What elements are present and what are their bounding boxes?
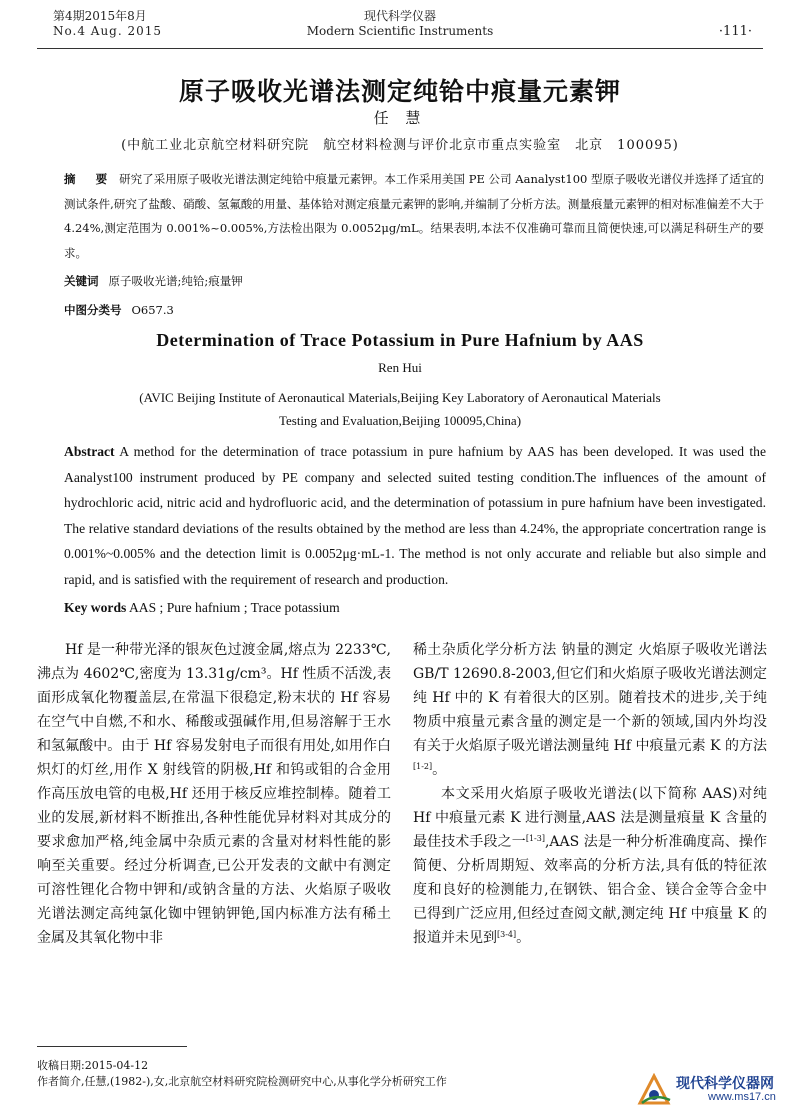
keywords-cn-text: 原子吸收光谱;纯铪;痕量钾 xyxy=(108,274,243,288)
journal-en: Modern Scientific Instruments xyxy=(306,24,494,38)
abstract-en xyxy=(64,439,766,592)
paper-title-en: Determination of Trace Potassium in Pure Hafnium by AAS xyxy=(156,330,644,350)
paper-title-cn: 原子吸收光谱法测定纯铪中痕量元素钾 xyxy=(178,77,621,106)
body-paragraph xyxy=(413,782,767,950)
header-rule xyxy=(37,48,763,49)
journal-cn: 现代科学仪器 xyxy=(363,9,436,23)
body-column-right xyxy=(413,638,767,950)
abstract-cn xyxy=(64,167,764,265)
author-bio: 作者简介,任慧,(1982-),女,北京航空材料研究院检测研究中心,从事化学分析研究工作 xyxy=(37,1075,447,1088)
body-column-left xyxy=(37,638,391,950)
watermark xyxy=(636,1073,786,1109)
classification-text: O657.3 xyxy=(131,303,174,317)
keywords-en-label: Key words xyxy=(64,600,127,615)
issue-en: No.4 Aug. 2015 xyxy=(53,24,163,38)
body-text: 本文采用火焰原子吸收光谱法(以下简称 AAS)对纯 Hf 中痕量元素 K 进行测量,AAS 法是测量痕量 K 含量的最佳技术手段之一 xyxy=(413,786,767,850)
citation: [1-3] xyxy=(525,834,545,843)
page-number: ·111· xyxy=(718,24,752,39)
keywords-cn-label: 关键词 xyxy=(64,274,99,288)
abstract-en-text: A method for the determination of trace potassium in pure hafnium by AAS has been developed. It was used the Aanalyst100 instrument produced by PE company and selected suited testing condition.The influences of the amount of hydrochloric acid, nitric acid and hydrofluoric acid, and the determination of potassium in pure hafnium have been investigated. The relative standard deviations of the results obtained by the method are less than 4.24%, the appropriate concertration range is 0.001%~0.005% and the detection limit is 0.0052μg·mL-1. The method is not only accurate and reliable but also simple and rapid, and is satisfied with the requirement of research and production. xyxy=(64,444,766,587)
body-text: ,AAS 法是一种分析准确度高、操作简便、分析周期短、效率高的分析方法,具有低的特征浓度和良好的检测能力,在钢铁、铝合金、镁合金等合金中已得到广泛应用,但经过查阅文献,测定纯 Hf 中痕量 K 的报道并未见到 xyxy=(413,834,767,946)
journal-name xyxy=(0,9,800,39)
citation: [1-2] xyxy=(413,762,433,771)
classification-label: 中图分类号 xyxy=(64,303,122,317)
affiliation-en-line1: (AVIC Beijing Institute of Aeronautical Materials,Beijing Key Laboratory of Aeronautical Materials xyxy=(139,390,661,405)
watermark-logo-icon xyxy=(636,1073,672,1109)
body-paragraph xyxy=(413,638,767,782)
abstract-cn-label: 摘 要 xyxy=(64,172,116,186)
keywords-en xyxy=(64,600,340,616)
keywords-en-text: AAS ; Pure hafnium ; Trace potassium xyxy=(128,600,340,615)
classification-number xyxy=(64,302,174,318)
abstract-cn-text: 研究了采用原子吸收光谱法测定纯铪中痕量元素钾。本工作采用美国 PE 公司 Aanalyst100 型原子吸收光谱仪并选择了适宜的测试条件,研究了盐酸、硝酸、氢氟酸的用量、基体铪对测定痕量元素钾的影响,并编制了分析方法。测量痕量元素钾的相对标准偏差不大于 4.24%,测定范围为 0.001%~0.005%,方法检出限为 0.0052μg/mL。结果表明,本法不仅准确可靠而且简便快速,可以满足科研生产的要求。 xyxy=(64,172,764,260)
body-text: 。 xyxy=(516,930,531,946)
author-cn: 任 慧 xyxy=(373,109,427,127)
footnote-rule xyxy=(37,1046,187,1047)
body-text: 。 xyxy=(432,762,447,778)
watermark-url: www.ms17.cn xyxy=(708,1091,776,1103)
citation: [3-4] xyxy=(497,930,517,939)
author-en: Ren Hui xyxy=(378,360,422,375)
watermark-text: 现代科学仪器网 xyxy=(676,1075,774,1091)
abstract-en-label: Abstract xyxy=(64,444,115,459)
body-paragraph: Hf 是一种带光泽的银灰色过渡金属,熔点为 2233℃,沸点为 4602℃,密度为 13.31g/cm³。Hf 性质不活泼,表面形成氧化物覆盖层,在常温下很稳定,粉末状的 Hf 容易在空气中自燃,不和水、稀酸或强碱作用,但易溶解于王水和氢氟酸中。由于 Hf 容易发射电子而很有用处,如用作白炽灯的灯丝,用作 X 射线管的阴极,Hf 和钨或钼的合金用作高压放电管的电极,Hf 还用于核反应堆控制棒。随着工业的发展,新材料不断推出,各种性能优异材料对其成分的要求愈加严格,纯金属中杂质元素的含量对材料性能的影响至关重要。经过分析调查,已公开发表的文献中有测定可溶性锂化合物中钾和/或钠含量的方法、火焰原子吸收光谱法测定高纯氯化铷中锂钠钾铯,国内标准方法有稀土金属及其氧化物中非 xyxy=(37,642,391,946)
body-text: 稀土杂质化学分析方法 钠量的测定 火焰原子吸收光谱法 GB/T 12690.8-2003,但它们和火焰原子吸收光谱法测定纯 Hf 中的 K 有着很大的区别。随着技术的进步,关于纯物质中痕量元素含量的测定是一个新的领域,国内外均没有关于火焰原子吸光谱法测量纯 Hf 中痕量元素 K 的方法 xyxy=(413,642,767,754)
keywords-cn xyxy=(64,273,243,289)
received-date: 收稿日期:2015-04-12 xyxy=(37,1059,149,1072)
affiliation-en xyxy=(0,386,800,432)
affiliation-en-line2: Testing and Evaluation,Beijing 100095,China) xyxy=(278,413,522,428)
affiliation-cn: (中航工业北京航空材料研究院 航空材料检测与评价北京市重点实验室 北京 100095) xyxy=(121,138,679,153)
issue-cn: 第4期2015年8月 xyxy=(53,9,147,23)
